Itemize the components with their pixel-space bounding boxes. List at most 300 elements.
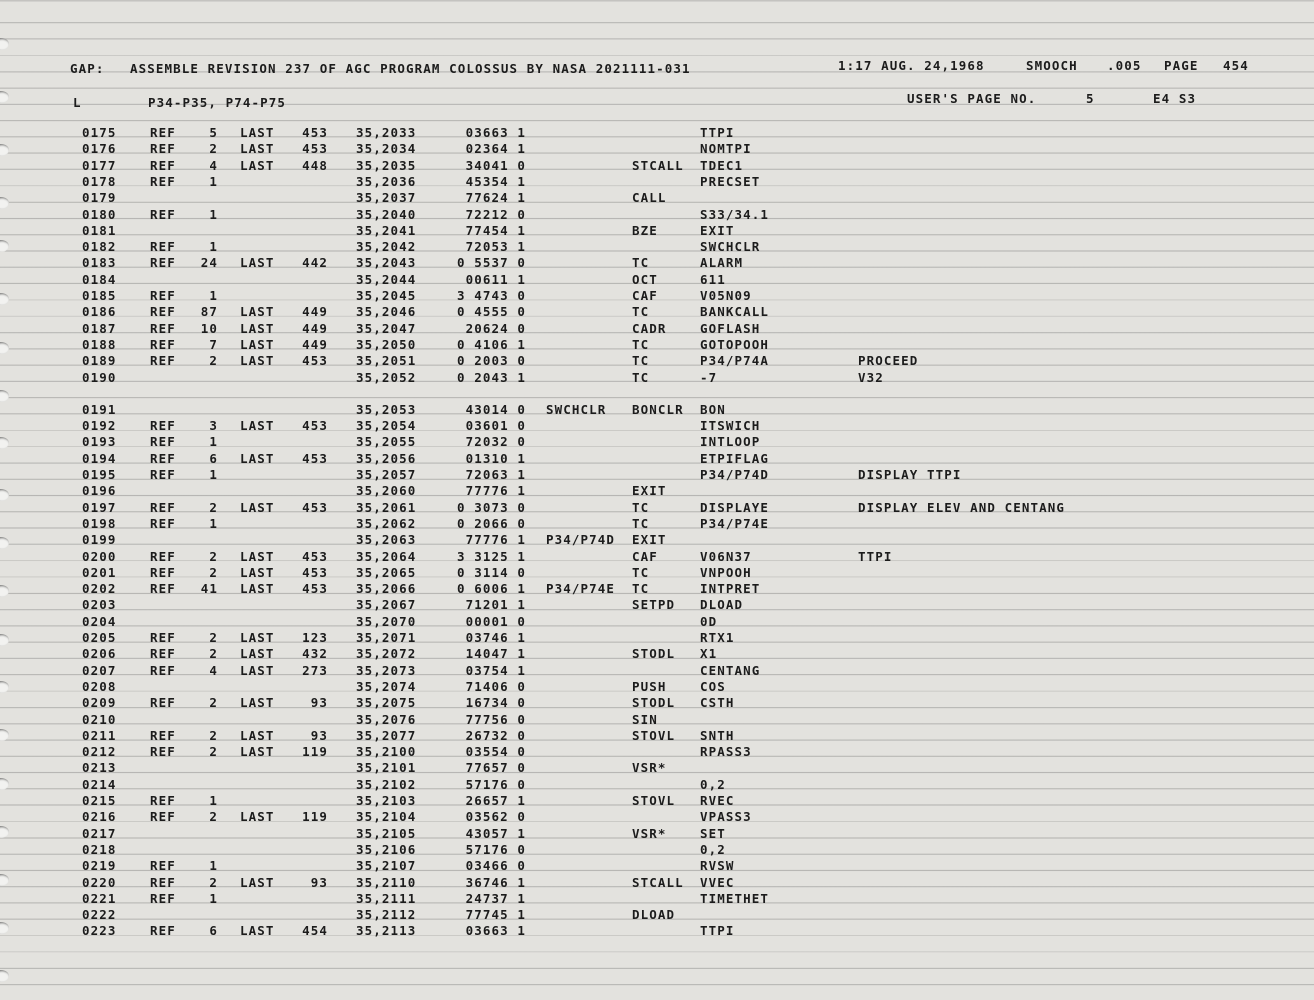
- cell-ref: REF: [150, 793, 176, 808]
- cell-count: 1: [209, 858, 218, 874]
- cell-line: 0198: [82, 515, 117, 531]
- cell-code: 71201 1: [465, 597, 526, 613]
- cell-count: 3: [209, 418, 218, 434]
- cell-addr: 35,2111: [356, 890, 417, 906]
- cell-count: 41: [200, 581, 218, 597]
- cell-op: STOVL: [632, 727, 676, 743]
- cell-line: 0213: [82, 760, 117, 776]
- cell-operand: -7: [700, 369, 718, 385]
- cell-line: 0185: [82, 288, 117, 303]
- cell-code: 03746 1: [465, 630, 526, 645]
- cell-line: 0180: [82, 206, 117, 222]
- cell-last: LAST: [240, 581, 275, 597]
- cell-operand: VNPOOH: [700, 564, 752, 580]
- cell-ref: REF: [150, 744, 176, 760]
- cell-line: 0179: [82, 190, 117, 206]
- cell-code: 43057 1: [465, 825, 526, 841]
- cell-op: EXIT: [632, 532, 667, 548]
- cell-code: 0 5537 0: [456, 255, 526, 271]
- cell-operand: GOFLASH: [700, 320, 761, 336]
- cell-last: LAST: [240, 353, 275, 369]
- cell-code: 26732 0: [465, 727, 526, 743]
- cell-count: 4: [209, 157, 218, 173]
- cell-operand: PRECSET: [700, 173, 761, 189]
- cell-code: 0 3114 0: [456, 564, 526, 580]
- listing-row: [0, 712, 1314, 728]
- cell-line: 0194: [82, 450, 117, 466]
- listing-row: [0, 386, 1314, 402]
- cell-lastpage: 93: [310, 727, 328, 743]
- listing-row: [0, 125, 1314, 141]
- cell-ref: REF: [150, 858, 176, 874]
- cell-lastpage: 453: [302, 141, 328, 157]
- cell-code: 77745 1: [465, 907, 526, 923]
- cell-addr: 35,2046: [356, 304, 417, 320]
- cell-code: 00611 1: [465, 271, 526, 287]
- cell-last: LAST: [240, 564, 275, 580]
- listing-row: [0, 760, 1314, 776]
- cell-op: DLOAD: [632, 907, 676, 923]
- cell-last: LAST: [240, 630, 275, 645]
- cell-label: SWCHCLR: [546, 401, 607, 417]
- cell-code: 03754 1: [465, 662, 526, 678]
- cell-line: 0181: [82, 222, 117, 238]
- listing-row: [0, 467, 1314, 483]
- cell-addr: 35,2076: [356, 711, 417, 727]
- listing-row: [0, 793, 1314, 809]
- cell-operand: 611: [700, 271, 726, 287]
- cell-comment: DISPLAY ELEV AND CENTANG: [858, 499, 1066, 515]
- cell-count: 2: [209, 646, 218, 662]
- cell-count: 2: [209, 630, 218, 645]
- cell-count: 1: [209, 434, 218, 450]
- cell-operand: TIMETHET: [700, 890, 770, 906]
- cell-line: 0184: [82, 271, 117, 287]
- cell-code: 03601 0: [465, 418, 526, 434]
- listing-row: [0, 174, 1314, 190]
- cell-operand: SWCHCLR: [700, 239, 761, 255]
- cell-op: STCALL: [632, 874, 684, 890]
- listing-row: [0, 370, 1314, 386]
- cell-code: 43014 0: [465, 401, 526, 417]
- cell-code: 77624 1: [465, 190, 526, 206]
- cell-ref: REF: [150, 874, 176, 890]
- cell-line: 0218: [82, 841, 117, 857]
- cell-lastpage: 453: [302, 125, 328, 140]
- cell-line: 0203: [82, 597, 117, 613]
- cell-line: 0210: [82, 711, 117, 727]
- cell-lastpage: 123: [302, 630, 328, 645]
- cell-addr: 35,2105: [356, 825, 417, 841]
- cell-code: 77776 1: [465, 532, 526, 548]
- cell-last: LAST: [240, 744, 275, 760]
- listing-row: [0, 549, 1314, 565]
- listing-row: [0, 402, 1314, 418]
- cell-ref: REF: [150, 353, 176, 369]
- listing-row: [0, 337, 1314, 353]
- cell-addr: 35,2043: [356, 255, 417, 271]
- cell-line: 0216: [82, 809, 117, 825]
- cell-count: 10: [200, 320, 218, 336]
- cell-op: TC: [632, 255, 650, 271]
- cell-line: 0187: [82, 320, 117, 336]
- cell-line: 0202: [82, 581, 117, 597]
- cell-addr: 35,2057: [356, 467, 417, 482]
- cell-addr: 35,2102: [356, 776, 417, 792]
- cell-ref: REF: [150, 239, 176, 255]
- cell-addr: 35,2045: [356, 288, 417, 303]
- cell-operand: TTPI: [700, 125, 735, 140]
- cell-lastpage: 442: [302, 255, 328, 271]
- cell-addr: 35,2073: [356, 662, 417, 678]
- cell-operand: V06N37: [700, 548, 752, 564]
- cell-op: TC: [632, 581, 650, 597]
- cell-ref: REF: [150, 548, 176, 564]
- cell-code: 01310 1: [465, 450, 526, 466]
- cell-addr: 35,2101: [356, 760, 417, 776]
- cell-lastpage: 453: [302, 581, 328, 597]
- cell-addr: 35,2074: [356, 678, 417, 694]
- cell-operand: ETPIFLAG: [700, 450, 770, 466]
- cell-addr: 35,2113: [356, 923, 417, 939]
- cell-addr: 35,2040: [356, 206, 417, 222]
- cell-addr: 35,2112: [356, 907, 417, 923]
- user-name: SMOOCH: [1026, 58, 1078, 73]
- cell-comment: TTPI: [858, 548, 893, 564]
- cell-operand: 0,2: [700, 776, 726, 792]
- listing-row: [0, 353, 1314, 369]
- cell-line: 0197: [82, 499, 117, 515]
- cell-ref: REF: [150, 125, 176, 140]
- cell-operand: DISPLAYE: [700, 499, 770, 515]
- cell-last: LAST: [240, 923, 275, 939]
- listing-row: [0, 190, 1314, 206]
- cell-count: 2: [209, 499, 218, 515]
- cell-line: 0176: [82, 141, 117, 157]
- cell-operand: VPASS3: [700, 809, 752, 825]
- cell-op: TC: [632, 369, 650, 385]
- cell-operand: TTPI: [700, 923, 735, 939]
- cell-addr: 35,2044: [356, 271, 417, 287]
- cell-code: 72212 0: [465, 206, 526, 222]
- cell-operand: P34/P74A: [700, 353, 770, 369]
- cell-operand: TDEC1: [700, 157, 744, 173]
- cell-addr: 35,2033: [356, 125, 417, 140]
- cell-op: SIN: [632, 711, 658, 727]
- cell-lastpage: 93: [310, 874, 328, 890]
- cell-code: 57176 0: [465, 841, 526, 857]
- listing-row: [0, 581, 1314, 597]
- listing-row: [0, 907, 1314, 923]
- cell-ref: REF: [150, 923, 176, 939]
- cell-addr: 35,2071: [356, 630, 417, 645]
- cell-line: 0212: [82, 744, 117, 760]
- cell-count: 2: [209, 353, 218, 369]
- cell-code: 36746 1: [465, 874, 526, 890]
- cell-lastpage: 453: [302, 499, 328, 515]
- cell-last: LAST: [240, 874, 275, 890]
- cell-lastpage: 448: [302, 157, 328, 173]
- cell-operand: DLOAD: [700, 597, 744, 613]
- cell-code: 77454 1: [465, 222, 526, 238]
- cell-label: P34/P74D: [546, 532, 616, 548]
- cell-op: CAF: [632, 548, 658, 564]
- cell-operand: CENTANG: [700, 662, 761, 678]
- cell-operand: 0D: [700, 613, 718, 629]
- cell-operand: RPASS3: [700, 744, 752, 760]
- cell-code: 14047 1: [465, 646, 526, 662]
- cell-line: 0209: [82, 695, 117, 711]
- cell-code: 24737 1: [465, 890, 526, 906]
- cell-operand: CSTH: [700, 695, 735, 711]
- cell-operand: SET: [700, 825, 726, 841]
- cell-op: CAF: [632, 288, 658, 303]
- cell-operand: EXIT: [700, 222, 735, 238]
- cell-count: 24: [200, 255, 218, 271]
- listing-row: [0, 891, 1314, 907]
- cell-op: CALL: [632, 190, 667, 206]
- cell-code: 72032 0: [465, 434, 526, 450]
- cell-addr: 35,2036: [356, 173, 417, 189]
- cell-count: 1: [209, 206, 218, 222]
- cell-operand: P34/P74E: [700, 515, 770, 531]
- cell-operand: RTX1: [700, 630, 735, 645]
- cell-last: LAST: [240, 695, 275, 711]
- listing-row: [0, 695, 1314, 711]
- cell-addr: 35,2035: [356, 157, 417, 173]
- cell-last: LAST: [240, 662, 275, 678]
- cell-operand: INTPRET: [700, 581, 761, 597]
- cell-line: 0204: [82, 613, 117, 629]
- cell-ref: REF: [150, 695, 176, 711]
- cell-ref: REF: [150, 206, 176, 222]
- cell-lastpage: 449: [302, 336, 328, 352]
- cell-line: 0211: [82, 727, 117, 743]
- cell-lastpage: 273: [302, 662, 328, 678]
- listing-row: [0, 923, 1314, 939]
- cell-line: 0175: [82, 125, 117, 140]
- assembler-label: GAP:: [70, 61, 105, 76]
- cell-ref: REF: [150, 288, 176, 303]
- listing-row: [0, 826, 1314, 842]
- cell-line: 0217: [82, 825, 117, 841]
- cell-lastpage: 453: [302, 548, 328, 564]
- user-page-number: 5: [1086, 91, 1095, 106]
- cell-op: STODL: [632, 695, 676, 711]
- listing-row: [0, 679, 1314, 695]
- cell-operand: RVSW: [700, 858, 735, 874]
- cell-op: TC: [632, 336, 650, 352]
- cell-lastpage: 119: [302, 809, 328, 825]
- cell-operand: ITSWICH: [700, 418, 761, 434]
- cell-addr: 35,2075: [356, 695, 417, 711]
- cell-addr: 35,2060: [356, 483, 417, 499]
- cell-ref: REF: [150, 662, 176, 678]
- cell-code: 26657 1: [465, 793, 526, 808]
- cell-line: 0196: [82, 483, 117, 499]
- cell-line: 0188: [82, 336, 117, 352]
- section-title: P34-P35, P74-P75: [148, 95, 287, 110]
- user-page-label: USER'S PAGE NO.: [907, 91, 1037, 106]
- cell-ref: REF: [150, 418, 176, 434]
- program-title: ASSEMBLE REVISION 237 OF AGC PROGRAM COLOSSUS BY NASA 2021111-031: [130, 61, 691, 76]
- page-label: PAGE: [1164, 58, 1199, 73]
- cell-last: LAST: [240, 418, 275, 434]
- cell-line: 0200: [82, 548, 117, 564]
- cell-count: 2: [209, 874, 218, 890]
- listing-row: [0, 777, 1314, 793]
- cell-count: 1: [209, 173, 218, 189]
- cell-count: 1: [209, 288, 218, 303]
- cell-addr: 35,2050: [356, 336, 417, 352]
- cell-addr: 35,2055: [356, 434, 417, 450]
- listing-row: [0, 255, 1314, 271]
- tractor-hole: [0, 91, 9, 103]
- cell-ref: REF: [150, 564, 176, 580]
- cell-op: VSR*: [632, 760, 667, 776]
- cell-code: 0 2003 0: [456, 353, 526, 369]
- cell-line: 0191: [82, 401, 117, 417]
- cell-code: 45354 1: [465, 173, 526, 189]
- cell-code: 0 4555 0: [456, 304, 526, 320]
- cell-line: 0193: [82, 434, 117, 450]
- cell-last: LAST: [240, 548, 275, 564]
- cell-operand: COS: [700, 678, 726, 694]
- cell-last: LAST: [240, 727, 275, 743]
- cell-count: 4: [209, 662, 218, 678]
- cell-addr: 35,2065: [356, 564, 417, 580]
- cell-line: 0215: [82, 793, 117, 808]
- cell-ref: REF: [150, 434, 176, 450]
- cell-count: 7: [209, 336, 218, 352]
- cell-code: 20624 0: [465, 320, 526, 336]
- cell-ref: REF: [150, 255, 176, 271]
- cell-addr: 35,2104: [356, 809, 417, 825]
- cell-lastpage: 453: [302, 450, 328, 466]
- cell-line: 0219: [82, 858, 117, 874]
- cell-operand: S33/34.1: [700, 206, 770, 222]
- cell-count: 2: [209, 695, 218, 711]
- cell-op: VSR*: [632, 825, 667, 841]
- cell-addr: 35,2061: [356, 499, 417, 515]
- cell-op: TC: [632, 515, 650, 531]
- cell-code: 72063 1: [465, 467, 526, 482]
- cell-last: LAST: [240, 157, 275, 173]
- cell-lastpage: 449: [302, 320, 328, 336]
- cell-operand: INTLOOP: [700, 434, 761, 450]
- listing-row: [0, 288, 1314, 304]
- cell-count: 1: [209, 467, 218, 482]
- cell-line: 0221: [82, 890, 117, 906]
- cell-ref: REF: [150, 499, 176, 515]
- cell-line: 0222: [82, 907, 117, 923]
- listing-row: [0, 321, 1314, 337]
- listing-row: [0, 630, 1314, 646]
- listing-row: [0, 207, 1314, 223]
- cell-operand: BON: [700, 401, 726, 417]
- listing-row: [0, 500, 1314, 516]
- cell-lastpage: 453: [302, 418, 328, 434]
- listing-row: [0, 728, 1314, 744]
- cell-comment: V32: [858, 369, 884, 385]
- cell-lastpage: 454: [302, 923, 328, 939]
- cell-operand: NOMTPI: [700, 141, 752, 157]
- cell-code: 03554 0: [465, 744, 526, 760]
- listing-row: [0, 532, 1314, 548]
- cell-operand: 0,2: [700, 841, 726, 857]
- cell-code: 03663 1: [465, 923, 526, 939]
- cell-line: 0195: [82, 467, 117, 482]
- cell-ref: REF: [150, 450, 176, 466]
- cell-lastpage: 93: [310, 695, 328, 711]
- cell-lastpage: 453: [302, 564, 328, 580]
- cell-label: P34/P74E: [546, 581, 616, 597]
- cell-code: 0 2066 0: [456, 515, 526, 531]
- cell-code: 03663 1: [465, 125, 526, 140]
- cell-comment: DISPLAY TTPI: [858, 467, 962, 482]
- cell-last: LAST: [240, 141, 275, 157]
- cell-line: 0199: [82, 532, 117, 548]
- cell-line: 0220: [82, 874, 117, 890]
- listing-row: [0, 565, 1314, 581]
- cell-ref: REF: [150, 467, 176, 482]
- cell-op: TC: [632, 499, 650, 515]
- cell-last: LAST: [240, 125, 275, 140]
- cell-code: 0 3073 0: [456, 499, 526, 515]
- cell-ref: REF: [150, 304, 176, 320]
- tractor-hole: [0, 970, 9, 982]
- cell-operand: BANKCALL: [700, 304, 770, 320]
- page-number: 454: [1223, 58, 1249, 73]
- cell-addr: 35,2034: [356, 141, 417, 157]
- version: .005: [1107, 58, 1142, 73]
- cell-operand: ALARM: [700, 255, 744, 271]
- cell-code: 77776 1: [465, 483, 526, 499]
- cell-count: 5: [209, 125, 218, 140]
- cell-op: PUSH: [632, 678, 667, 694]
- listing-row: [0, 842, 1314, 858]
- cell-code: 16734 0: [465, 695, 526, 711]
- cell-operand: P34/P74D: [700, 467, 770, 482]
- cell-operand: GOTOPOOH: [700, 336, 770, 352]
- cell-line: 0192: [82, 418, 117, 434]
- cell-operand: VVEC: [700, 874, 735, 890]
- cell-operand: X1: [700, 646, 718, 662]
- cell-code: 0 4106 1: [456, 336, 526, 352]
- cell-addr: 35,2106: [356, 841, 417, 857]
- cell-ref: REF: [150, 515, 176, 531]
- cell-addr: 35,2064: [356, 548, 417, 564]
- cell-code: 0 2043 1: [456, 369, 526, 385]
- cell-addr: 35,2070: [356, 613, 417, 629]
- cell-count: 1: [209, 890, 218, 906]
- cell-code: 71406 0: [465, 678, 526, 694]
- cell-addr: 35,2100: [356, 744, 417, 760]
- bank-info: E4 S3: [1153, 91, 1197, 106]
- cell-line: 0183: [82, 255, 117, 271]
- cell-code: 03466 0: [465, 858, 526, 874]
- cell-line: 0205: [82, 630, 117, 645]
- cell-last: LAST: [240, 646, 275, 662]
- listing-row: [0, 304, 1314, 320]
- cell-op: BONCLR: [632, 401, 684, 417]
- cell-last: LAST: [240, 450, 275, 466]
- cell-last: LAST: [240, 809, 275, 825]
- cell-ref: REF: [150, 336, 176, 352]
- cell-addr: 35,2062: [356, 515, 417, 531]
- cell-op: STOVL: [632, 793, 676, 808]
- cell-line: 0186: [82, 304, 117, 320]
